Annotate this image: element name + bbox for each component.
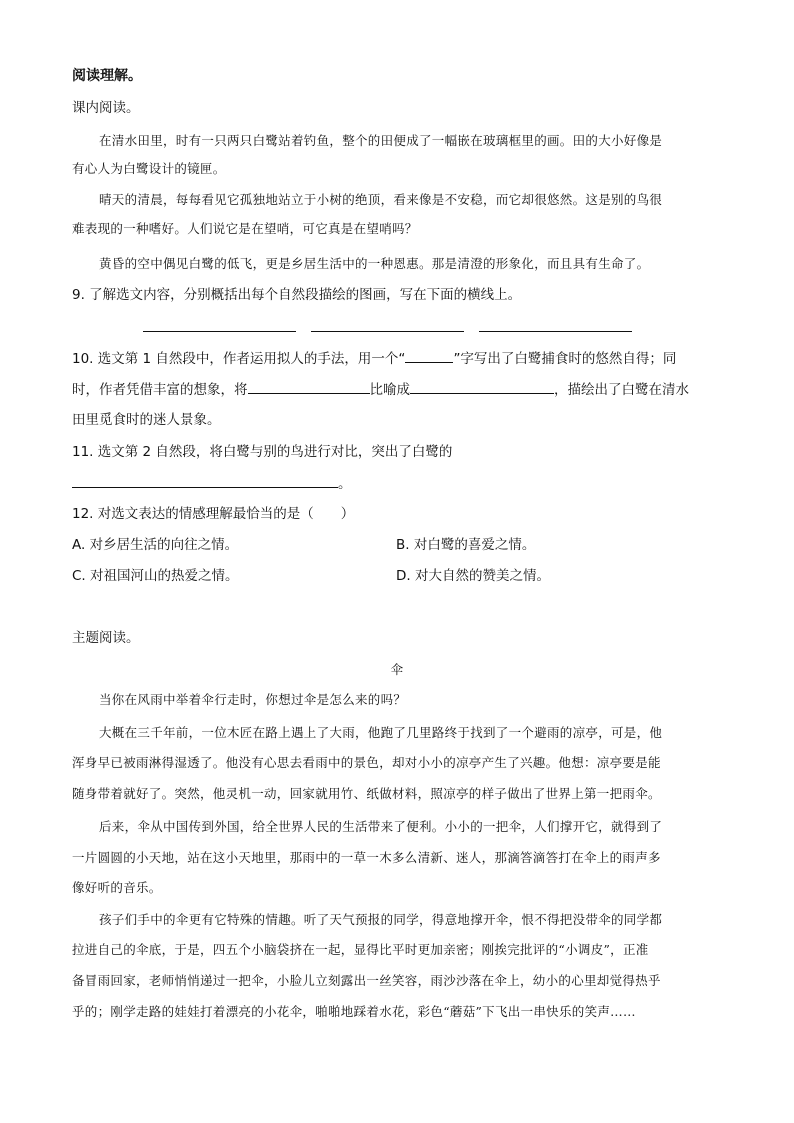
passage2-line: 当你在风雨中举着伞行走时，你想过伞是怎么来的吗？	[99, 692, 407, 707]
question-10-text: ”字写出了白鹭捕食时的悠然自得；同	[453, 351, 677, 367]
passage1-line: 在清水田里，时有一只两只白鹭站着钓鱼，整个的田便成了一幅嵌在玻璃框里的画。田的大小好像是	[99, 133, 663, 148]
passage1-line: 黄昏的空中偶见白鹭的低飞，更是乡居生活中的一种恩惠。那是清澄的形象化，而且具有生命了。	[99, 256, 650, 271]
passage2-line: 大概在三千年前，一位木匠在路上遇上了大雨，他跑了几里路终于找到了一个避雨的凉亭，可是，他	[99, 725, 663, 740]
question-10	[72, 348, 676, 369]
passage1-line: 晴天的清晨，每每看见它孤独地站立于小树的绝顶，看来像是不安稳，而它却很悠然。这是别的鸟很	[99, 192, 663, 207]
answer-line[interactable]	[143, 331, 296, 332]
passage1-line: 难表现的一种嗜好。人们说它是在望哨，可它真是在望哨吗？	[72, 221, 418, 236]
question-10-cont	[72, 379, 689, 400]
passage2-line: 乎的；刚学走路的娃娃打着漂亮的小花伞，啪啪地踩着水花，彩色“蘑菇”下飞出一串快乐的笑声……	[72, 1004, 636, 1019]
passage2-line: 一片圆圆的小天地，站在这小天地里，那雨中的一草一木多么清新、迷人，那滴答滴答打在伞上的雨声多	[72, 850, 661, 865]
question-10-text: 比喻成	[369, 382, 410, 398]
answer-line[interactable]	[479, 331, 632, 332]
section-label-in-class: 课内阅读。	[72, 100, 140, 116]
question-11-answer	[72, 473, 352, 494]
question-10-text: ，描绘出了白鹭在清水	[554, 382, 689, 398]
option-a[interactable]: A. 对乡居生活的向往之情。	[72, 537, 239, 553]
question-12: 12. 对选文表达的情感理解最恰当的是（ ）	[72, 506, 355, 522]
question-10-text: 时，作者凭借丰富的想象，将	[72, 382, 248, 398]
passage2-line: 后来，伞从中国传到外国，给全世界人民的生活带来了便利。小小的一把伞，人们撑开它，就得到了	[99, 819, 663, 834]
passage1-line: 有心人为白鹭设计的镜匣。	[72, 161, 226, 176]
question-10-text: 田里觅食时的迷人景象。	[72, 412, 221, 428]
passage2-title: 伞	[390, 662, 404, 677]
question-11: 11. 选文第 2 自然段，将白鹭与别的鸟进行对比，突出了白鹭的	[72, 444, 453, 460]
option-c[interactable]: C. 对祖国河山的热爱之情。	[72, 568, 239, 584]
option-d[interactable]: D. 对大自然的赞美之情。	[396, 568, 550, 584]
answer-blank[interactable]	[72, 473, 338, 488]
section-label-theme: 主题阅读。	[72, 630, 140, 646]
option-b[interactable]: B. 对白鹭的喜爱之情。	[396, 537, 536, 553]
question-9: 9. 了解选文内容，分别概括出每个自然段描绘的图画，写在下面的横线上。	[72, 287, 522, 303]
answer-blank[interactable]	[248, 379, 370, 394]
passage2-line: 像好听的音乐。	[72, 880, 162, 895]
passage2-line: 孩子们手中的伞更有它特殊的情趣。听了天气预报的同学，得意地撑开伞，恨不得把没带伞的同学都	[99, 912, 663, 927]
question-10-text: 10. 选文第 1 自然段中，作者运用拟人的手法，用一个“	[72, 351, 406, 367]
passage2-line: 备冒雨回家，老师悄悄递过一把伞，小脸儿立刻露出一丝笑容，雨沙沙落在伞上，幼小的心里却觉得热乎	[72, 973, 661, 988]
question-11-end: 。	[338, 476, 352, 492]
answer-line[interactable]	[311, 331, 464, 332]
section-heading: 阅读理解。	[72, 68, 142, 84]
passage2-line: 浑身早已被雨淋得湿透了。他没有心思去看雨中的景色，却对小小的凉亭产生了兴趣。他想：凉亭要是能	[72, 755, 661, 770]
passage2-line: 随身带着就好了。突然，他灵机一动，回家就用竹、纸做材料，照凉亭的样子做出了世界上第一把雨伞。	[72, 786, 661, 801]
answer-blank[interactable]	[405, 348, 453, 363]
passage2-line: 拉进自己的伞底，于是，四五个小脑袋挤在一起，显得比平时更加亲密；刚挨完批评的“小调皮”，正准	[72, 942, 649, 957]
answer-blank[interactable]	[410, 379, 554, 394]
